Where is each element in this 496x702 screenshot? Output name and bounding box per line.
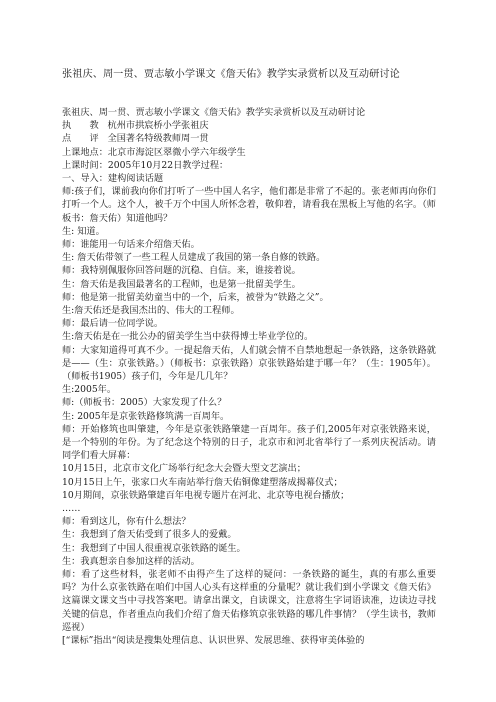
paragraph: 生:詹天佑是在一批公办的留美学生当中获得博士毕业学位的。 bbox=[62, 331, 314, 343]
paragraph: 生: 2005年是京张铁路修筑满一百周年。 bbox=[62, 410, 230, 422]
paragraph: 生:詹天佑还是我国杰出的、伟大的工程师。 bbox=[62, 304, 240, 316]
paragraph: 师：看到这儿，你有什么想法？ bbox=[62, 516, 191, 528]
paragraph: 师：我特别佩服你回答问题的沉稳、自信。来，谁接着说。 bbox=[62, 265, 301, 277]
paragraph: 生:2005年。 bbox=[62, 384, 117, 396]
teacher-value: 杭州市拱宸桥小学张祖庆 bbox=[107, 120, 209, 132]
paragraph: 10月15日，北京市文化广场举行纪念大会暨大型文艺演出； bbox=[62, 463, 306, 475]
paragraph: 生：我想到了中国人很重视京张铁路的诞生。 bbox=[62, 542, 246, 554]
document-body bbox=[62, 106, 436, 647]
paragraph: 10月期间，京张铁路肇建百年电视专题片在河北、北京等电视台播放； bbox=[62, 489, 350, 501]
reviewer-label: 点 评 bbox=[62, 133, 99, 145]
paragraph: 10月15日上午，张家口火车南站举行詹天佑铜像建塑落成揭幕仪式； bbox=[62, 476, 343, 488]
paragraph: 师:孩子们，课前我向你们打听了一些中国人名字，他们都是非常了不起的。张老师再向你们打听一个人。这个人，被千万个中国人所怀念着，敬仰着，请看我在黑板上写他的名字。（师板书：詹天佑）知道他吗？ bbox=[62, 186, 436, 224]
paragraph: 师：最后请一位同学说。 bbox=[62, 318, 164, 330]
paragraph: 师:（师板书：2005）大家发现了什么？ bbox=[62, 397, 227, 409]
paragraph: 生：我真想亲自参加这样的活动。 bbox=[62, 555, 200, 567]
paragraph: 生：詹天佑是我国最著名的工程师，也是第一批留美学生。 bbox=[62, 278, 301, 290]
paragraph: 师：大家知道得可真不少。一提起詹天佑，人们就会情不自禁地想起一条铁路，这条铁路就是——（生：京张铁路。）（师板书：京张铁路）京张铁路始建于哪一年？（生：1905年）。（师板书1905）孩子们，今年是几几年？ bbox=[62, 344, 436, 382]
paragraph: 师：谁能用一句话来介绍詹天佑。 bbox=[62, 238, 200, 250]
teacher-label: 执 教 bbox=[62, 120, 99, 132]
document-title: 张祖庆、周一贯、贾志敏小学课文《詹天佑》教学实录赏析以及互动研讨论 bbox=[62, 69, 400, 80]
place-line: 上课地点：北京市海淀区翠微小学六年级学生 bbox=[62, 146, 246, 158]
paragraph: 师：看了这些材料，张老师不由得产生了这样的疑问：一条铁路的诞生，真的有那么重要吗？为什么京张铁路在咱们中国人心头有这样重的分量呢？就让我们到小学课文《詹天佑》这篇课文课文当中寻找答案吧。请拿出课文，自读课文，注意将生字词语读准，边读边寻找关键的信息，作者重点向我们介绍了詹天佑修筑京张铁路的哪几件事情？（学生读书，教师巡视） bbox=[62, 569, 436, 633]
paragraph: [“课标”指出“阅读是搜集处理信息、认识世界、发展思维、获得审美体验的 bbox=[62, 635, 365, 647]
paragraph: 生：我想到了詹天佑受到了很多人的爱戴。 bbox=[62, 529, 237, 541]
paragraph: …… bbox=[62, 503, 81, 515]
repeat-title-line: 张祖庆、周一贯、贾志敏小学课文《詹天佑》教学实录赏析以及互动研讨论 bbox=[62, 107, 366, 118]
paragraph: 师：他是第一批留美幼童当中的一个，后来，被誉为“铁路之父”。 bbox=[62, 291, 329, 303]
section-heading: 一、导入：建构阅读话题 bbox=[62, 172, 164, 184]
paragraph: 生: 詹天佑带领了一些工程人员建成了我国的第一条自修的铁路。 bbox=[62, 252, 326, 264]
teacher-line bbox=[62, 119, 436, 132]
reviewer-value: 全国著名特级教师周一贯 bbox=[107, 133, 209, 145]
reviewer-line bbox=[62, 132, 436, 145]
paragraph: 师：开始修筑也叫肇建，今年是京张铁路肇建一百周年。孩子们,2005年对京张铁路来说，是一个特别的年份。为了纪念这个特别的日子，北京市和河北省举行了一系列庆祝活动。请同学们看大屏幕： bbox=[62, 423, 436, 462]
paragraph: 生: 知道。 bbox=[62, 225, 105, 237]
time-line: 上课时间：2005年10月22日教学过程： bbox=[62, 159, 229, 171]
